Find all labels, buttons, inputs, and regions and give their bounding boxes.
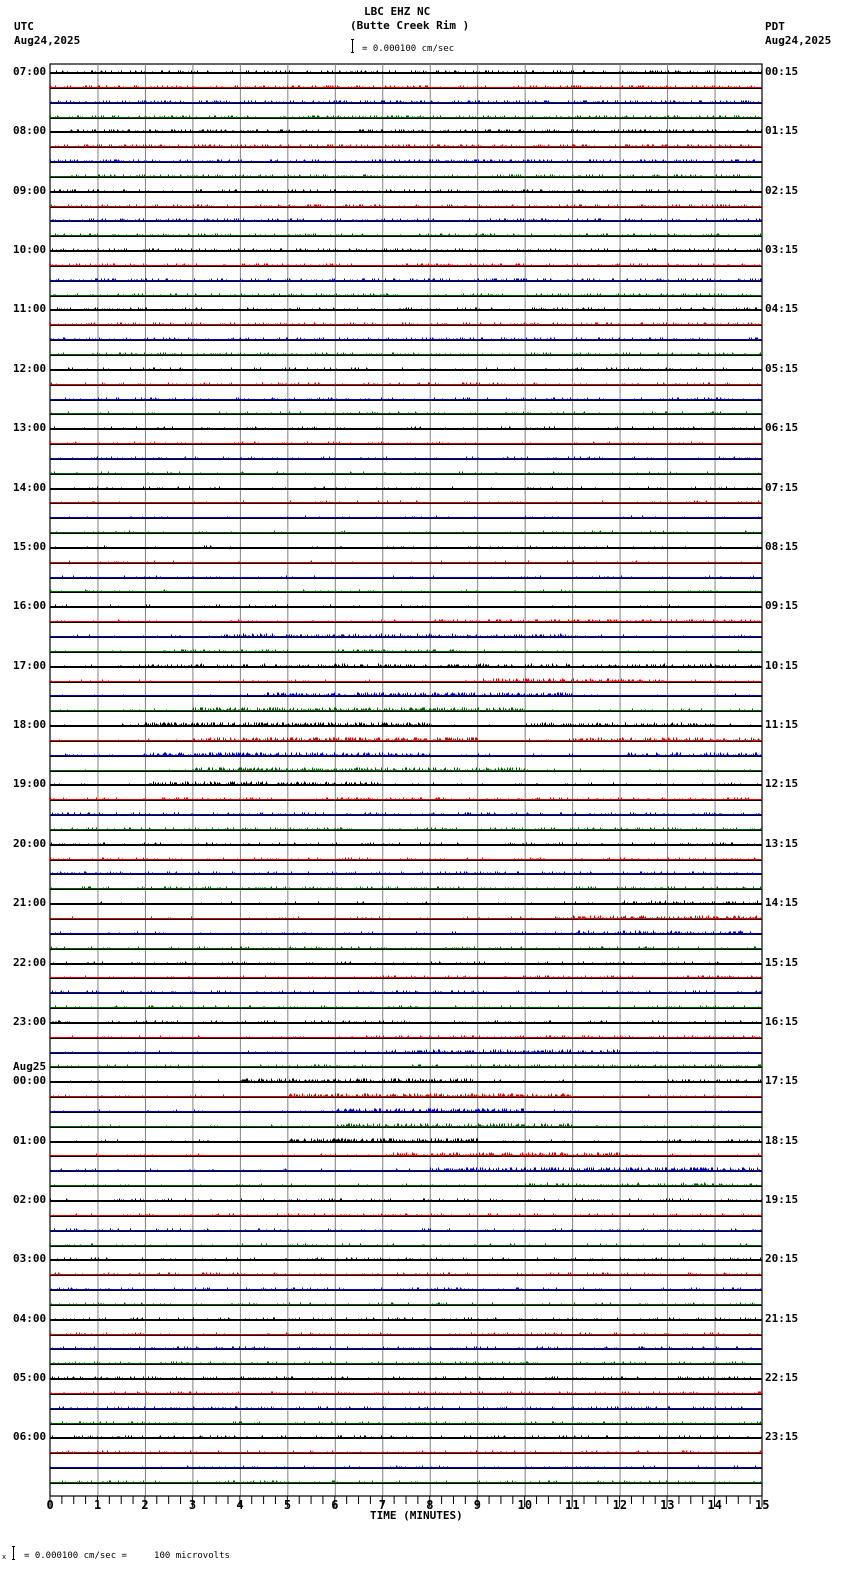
x-tick-label: 6 [331, 1498, 339, 1512]
x-tick-label: 0 [46, 1498, 54, 1512]
left-date: Aug24,2025 [14, 34, 81, 47]
left-hour-label: 01:00 [13, 1134, 47, 1147]
left-hour-label: 05:00 [13, 1371, 47, 1384]
right-hour-label: 03:15 [765, 243, 799, 256]
x-tick-label: 11 [565, 1498, 580, 1512]
left-hour-label: 08:00 [13, 124, 47, 137]
x-tick-label: 15 [755, 1498, 770, 1512]
x-tick-label: 4 [236, 1498, 244, 1512]
x-tick-label: 9 [473, 1498, 481, 1512]
right-timezone: PDT [765, 20, 785, 33]
x-tick-label: 8 [426, 1498, 434, 1512]
left-hour-label: 18:00 [13, 718, 47, 731]
station-title: LBC EHZ NC [364, 5, 431, 18]
footer-scale-text: = 0.000100 cm/sec = 100 microvolts [24, 1551, 230, 1561]
right-hour-label: 07:15 [765, 481, 799, 494]
right-hour-label: 05:15 [765, 362, 799, 375]
left-hour-label: 20:00 [13, 837, 47, 850]
footer-prefix: x [2, 1553, 7, 1561]
left-hour-label: 22:00 [13, 956, 47, 969]
left-hour-label: 21:00 [13, 896, 47, 909]
left-hour-label: 12:00 [13, 362, 47, 375]
right-hour-label: 06:15 [765, 421, 799, 434]
footer-scale-bar-icon [12, 1546, 15, 1560]
x-tick-label: 7 [378, 1498, 386, 1512]
right-hour-label: 16:15 [765, 1015, 799, 1028]
right-hour-label: 19:15 [765, 1193, 799, 1206]
right-hour-label: 21:15 [765, 1312, 799, 1325]
right-date: Aug24,2025 [765, 34, 832, 47]
left-hour-label: 00:00 [13, 1074, 47, 1087]
x-tick-label: 10 [517, 1498, 533, 1512]
left-hour-label: 16:00 [13, 599, 47, 612]
right-hour-label: 00:15 [765, 65, 799, 78]
left-hour-label: 19:00 [13, 777, 47, 790]
right-hour-label: 04:15 [765, 302, 799, 315]
x-tick-label: 13 [660, 1498, 675, 1512]
date-change-label: Aug25 [13, 1060, 47, 1073]
left-hour-label: 15:00 [13, 540, 47, 553]
right-hour-label: 12:15 [765, 777, 799, 790]
right-hour-label: 20:15 [765, 1252, 799, 1265]
left-hour-label: 04:00 [13, 1312, 47, 1325]
right-hour-label: 17:15 [765, 1074, 799, 1087]
x-tick-label: 12 [612, 1498, 628, 1512]
right-hour-label: 02:15 [765, 184, 799, 197]
right-hour-label: 23:15 [765, 1430, 799, 1443]
right-hour-label: 18:15 [765, 1134, 799, 1147]
left-hour-label: 17:00 [13, 659, 47, 672]
right-hour-label: 15:15 [765, 956, 799, 969]
left-hour-label: 03:00 [13, 1252, 47, 1265]
right-hour-label: 13:15 [765, 837, 799, 850]
x-tick-label: 3 [188, 1498, 197, 1512]
x-tick-label: 1 [93, 1498, 102, 1512]
right-hour-label: 10:15 [765, 659, 799, 672]
left-hour-label: 07:00 [13, 65, 47, 78]
x-tick-label: 14 [707, 1498, 722, 1512]
right-hour-label: 11:15 [765, 718, 799, 731]
left-hour-label: 14:00 [13, 481, 47, 494]
left-hour-label: 23:00 [13, 1015, 47, 1028]
left-hour-label: 13:00 [13, 421, 47, 434]
station-location: (Butte Creek Rim ) [350, 19, 470, 32]
left-timezone: UTC [14, 20, 34, 33]
left-hour-label: 02:00 [13, 1193, 47, 1206]
left-hour-label: 10:00 [13, 243, 47, 256]
right-hour-label: 14:15 [765, 896, 799, 909]
left-hour-label: 06:00 [13, 1430, 47, 1443]
right-hour-label: 22:15 [765, 1371, 799, 1384]
left-hour-label: 09:00 [13, 184, 47, 197]
x-axis-label: TIME (MINUTES) [370, 1509, 463, 1522]
right-hour-label: 09:15 [765, 599, 799, 612]
x-tick-label: 2 [141, 1498, 149, 1512]
x-tick-label: 5 [283, 1498, 292, 1512]
scale-text: = 0.000100 cm/sec [362, 44, 455, 54]
left-hour-label: 11:00 [13, 302, 47, 315]
right-hour-label: 08:15 [765, 540, 799, 553]
right-hour-label: 01:15 [765, 124, 799, 137]
